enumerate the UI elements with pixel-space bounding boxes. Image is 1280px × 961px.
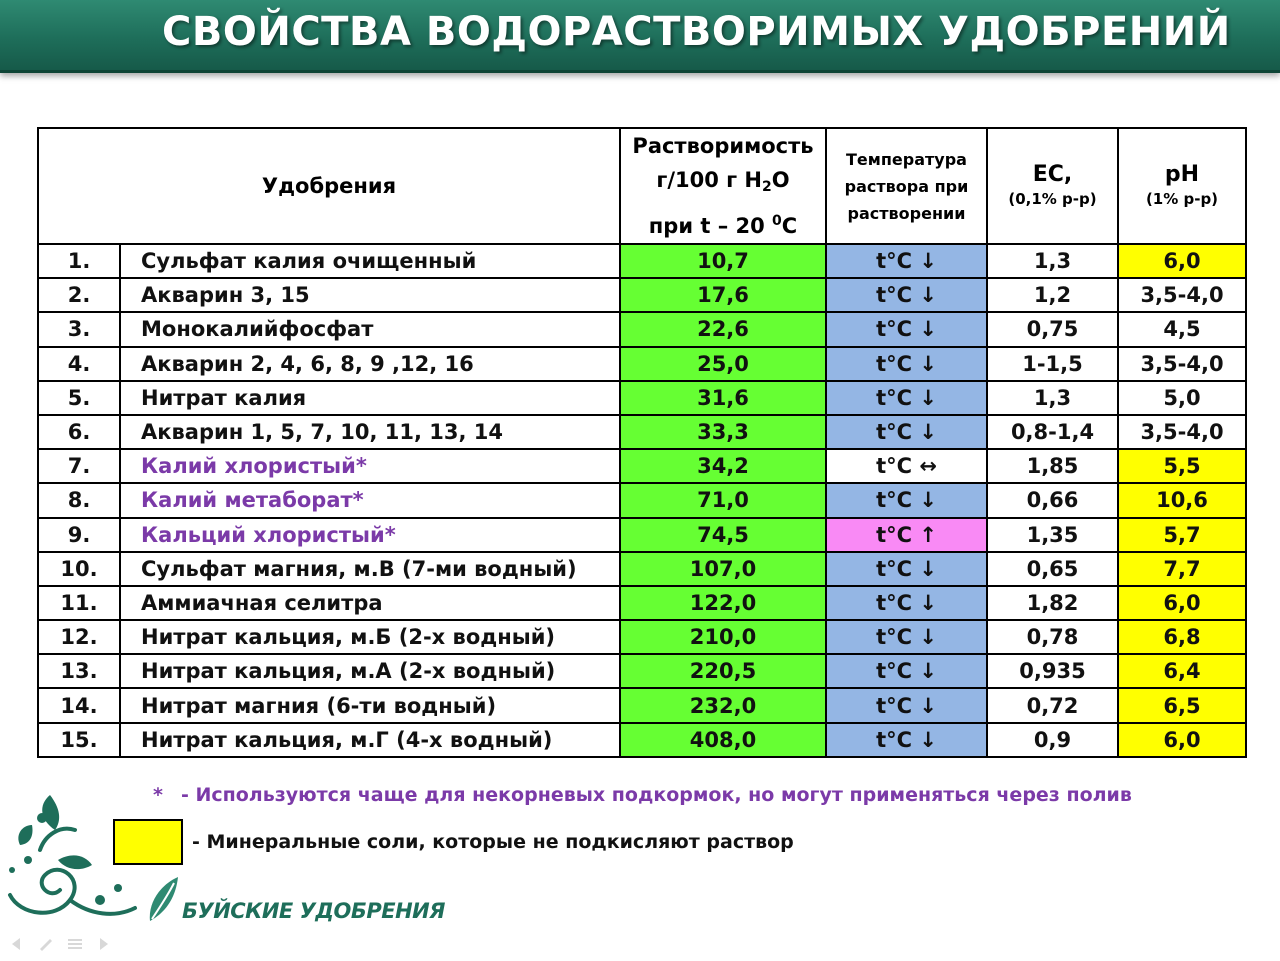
fertilizer-name: Кальций хлористый* xyxy=(120,518,620,552)
header-temperature: Температура раствора при растворении xyxy=(826,128,987,244)
table-row xyxy=(38,688,1246,722)
solubility-value: 71,0 xyxy=(620,483,826,517)
ec-value: 0,9 xyxy=(987,723,1118,757)
temperature-change: t°C ↓ xyxy=(826,244,987,278)
fertilizer-name: Акварин 1, 5, 7, 10, 11, 13, 14 xyxy=(120,415,620,449)
ec-value: 0,72 xyxy=(987,688,1118,722)
ec-value: 0,75 xyxy=(987,312,1118,346)
ph-value: 4,5 xyxy=(1118,312,1246,346)
floral-ornament-icon xyxy=(0,790,150,940)
temperature-change: t°C ↓ xyxy=(826,347,987,381)
ph-value: 3,5-4,0 xyxy=(1118,347,1246,381)
temperature-change: t°C ↓ xyxy=(826,688,987,722)
row-number: 9. xyxy=(38,518,120,552)
fertilizer-name: Калий метаборат* xyxy=(120,483,620,517)
row-number: 13. xyxy=(38,654,120,688)
row-number: 14. xyxy=(38,688,120,722)
solubility-value: 22,6 xyxy=(620,312,826,346)
slide-nav-icons xyxy=(10,934,120,954)
title-banner xyxy=(0,0,1280,73)
temperature-change: t°C ↓ xyxy=(826,415,987,449)
temperature-change: t°C ↓ xyxy=(826,654,987,688)
fertilizer-name: Сульфат магния, м.В (7-ми водный) xyxy=(120,552,620,586)
solubility-value: 31,6 xyxy=(620,381,826,415)
temperature-change: t°C ↓ xyxy=(826,483,987,517)
fertilizer-name: Аммиачная селитра xyxy=(120,586,620,620)
ec-value: 1,35 xyxy=(987,518,1118,552)
logo-leaf-icon xyxy=(146,875,182,925)
row-number: 11. xyxy=(38,586,120,620)
row-number: 10. xyxy=(38,552,120,586)
fertilizer-name: Акварин 2, 4, 6, 8, 9 ,12, 16 xyxy=(120,347,620,381)
table-row xyxy=(38,552,1246,586)
asterisk-symbol: * xyxy=(153,784,163,806)
table-body xyxy=(38,244,1246,757)
ec-value: 1,2 xyxy=(987,278,1118,312)
ec-value: 1,3 xyxy=(987,381,1118,415)
row-number: 7. xyxy=(38,449,120,483)
table-row xyxy=(38,312,1246,346)
table-row xyxy=(38,278,1246,312)
header-ec: EC, (0,1% р-р) xyxy=(987,128,1118,244)
ec-value: 0,935 xyxy=(987,654,1118,688)
ph-value: 6,0 xyxy=(1118,586,1246,620)
ec-value: 0,78 xyxy=(987,620,1118,654)
row-number: 12. xyxy=(38,620,120,654)
ec-value: 1,85 xyxy=(987,449,1118,483)
temperature-change: t°C ↓ xyxy=(826,620,987,654)
solubility-value: 33,3 xyxy=(620,415,826,449)
solubility-value: 34,2 xyxy=(620,449,826,483)
table-row xyxy=(38,449,1246,483)
ph-value: 3,5-4,0 xyxy=(1118,278,1246,312)
solubility-value: 17,6 xyxy=(620,278,826,312)
ph-value: 3,5-4,0 xyxy=(1118,415,1246,449)
fertilizer-name: Нитрат кальция, м.А (2-х водный) xyxy=(120,654,620,688)
row-number: 6. xyxy=(38,415,120,449)
solubility-value: 232,0 xyxy=(620,688,826,722)
solubility-value: 220,5 xyxy=(620,654,826,688)
temperature-change: t°C ↔ xyxy=(826,449,987,483)
ec-value: 1,3 xyxy=(987,244,1118,278)
table-row xyxy=(38,415,1246,449)
temperature-change: t°C ↓ xyxy=(826,586,987,620)
ph-value: 6,0 xyxy=(1118,244,1246,278)
fertilizer-name: Нитрат калия xyxy=(120,381,620,415)
solubility-value: 408,0 xyxy=(620,723,826,757)
ph-value: 7,7 xyxy=(1118,552,1246,586)
row-number: 8. xyxy=(38,483,120,517)
ph-value: 6,0 xyxy=(1118,723,1246,757)
temperature-change: t°C ↑ xyxy=(826,518,987,552)
solubility-value: 122,0 xyxy=(620,586,826,620)
row-number: 3. xyxy=(38,312,120,346)
fertilizer-name: Сульфат калия очищенный xyxy=(120,244,620,278)
ec-value: 0,65 xyxy=(987,552,1118,586)
table-header-row xyxy=(38,128,1246,244)
table-row xyxy=(38,244,1246,278)
solubility-value: 210,0 xyxy=(620,620,826,654)
note-asterisk xyxy=(153,784,1132,806)
ec-value: 1-1,5 xyxy=(987,347,1118,381)
table-row xyxy=(38,620,1246,654)
ph-value: 5,0 xyxy=(1118,381,1246,415)
ph-value: 6,8 xyxy=(1118,620,1246,654)
ec-value: 1,82 xyxy=(987,586,1118,620)
fertilizer-name: Нитрат кальция, м.Б (2-х водный) xyxy=(120,620,620,654)
row-number: 1. xyxy=(38,244,120,278)
temperature-change: t°C ↓ xyxy=(826,552,987,586)
fertilizer-table xyxy=(37,127,1247,758)
row-number: 2. xyxy=(38,278,120,312)
table-row xyxy=(38,518,1246,552)
row-number: 5. xyxy=(38,381,120,415)
table-row xyxy=(38,723,1246,757)
solubility-value: 74,5 xyxy=(620,518,826,552)
ph-value: 5,7 xyxy=(1118,518,1246,552)
row-number: 15. xyxy=(38,723,120,757)
company-logo-text: БУЙСКИЕ УДОБРЕНИЯ xyxy=(182,899,445,923)
table-row xyxy=(38,586,1246,620)
table-row xyxy=(38,654,1246,688)
ph-value: 6,5 xyxy=(1118,688,1246,722)
temperature-change: t°C ↓ xyxy=(826,381,987,415)
ph-value: 5,5 xyxy=(1118,449,1246,483)
table-row xyxy=(38,381,1246,415)
table-row xyxy=(38,347,1246,381)
yellow-note-text: - Минеральные соли, которые не подкисляют раствор xyxy=(192,831,794,853)
temperature-change: t°C ↓ xyxy=(826,723,987,757)
fertilizer-name: Нитрат кальция, м.Г (4-х водный) xyxy=(120,723,620,757)
page-title: СВОЙСТВА ВОДОРАСТВОРИМЫХ УДОБРЕНИЙ xyxy=(162,9,1231,55)
ph-value: 6,4 xyxy=(1118,654,1246,688)
fertilizer-name: Монокалийфосфат xyxy=(120,312,620,346)
solubility-value: 10,7 xyxy=(620,244,826,278)
solubility-value: 107,0 xyxy=(620,552,826,586)
fertilizer-name: Калий хлористый* xyxy=(120,449,620,483)
header-solubility: Растворимость г/100 г $Н_2О$ при t – 20 $^0$С xyxy=(620,128,826,244)
asterisk-note-text: - Используются чаще для некорневых подкормок, но могут применяться через полив xyxy=(180,784,1132,806)
ec-value: 0,66 xyxy=(987,483,1118,517)
ph-value: 10,6 xyxy=(1118,483,1246,517)
fertilizer-name: Нитрат магния (6-ти водный) xyxy=(120,688,620,722)
header-fertilizer: Удобрения xyxy=(38,128,620,244)
temperature-change: t°C ↓ xyxy=(826,312,987,346)
table-row xyxy=(38,483,1246,517)
header-ph: pH (1% р-р) xyxy=(1118,128,1246,244)
fertilizer-name: Акварин 3, 15 xyxy=(120,278,620,312)
row-number: 4. xyxy=(38,347,120,381)
ec-value: 0,8-1,4 xyxy=(987,415,1118,449)
solubility-value: 25,0 xyxy=(620,347,826,381)
temperature-change: t°C ↓ xyxy=(826,278,987,312)
